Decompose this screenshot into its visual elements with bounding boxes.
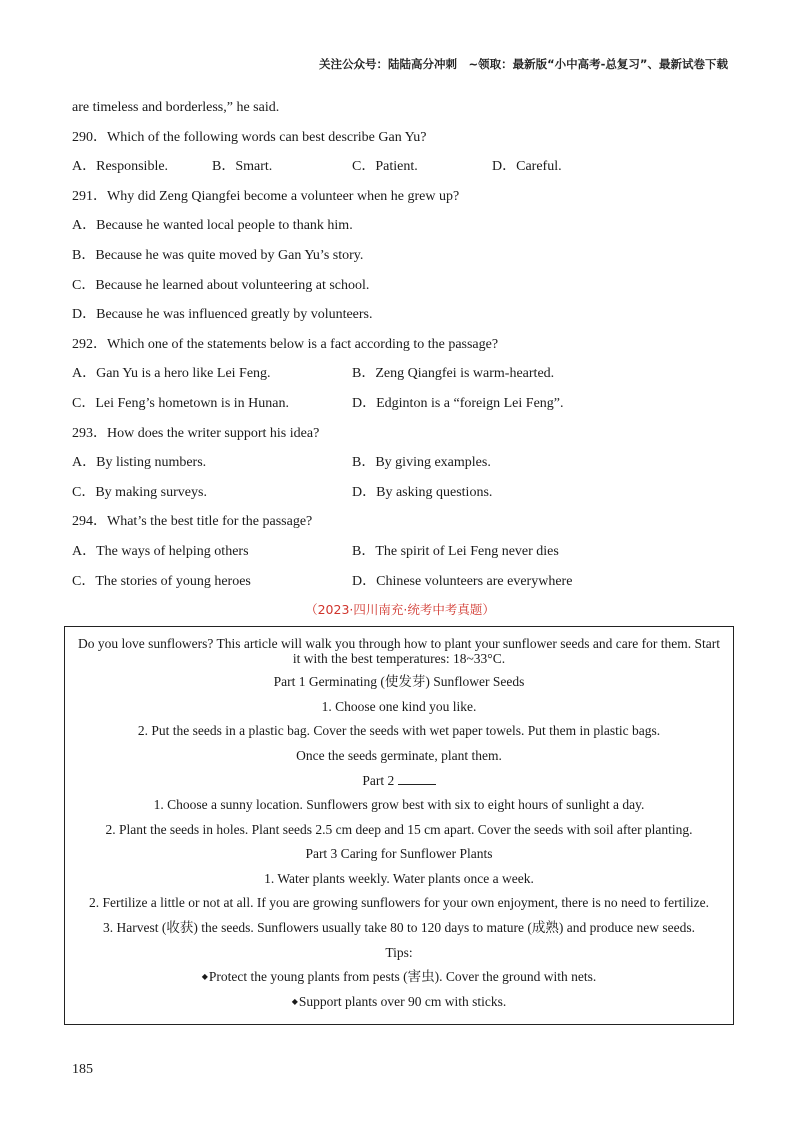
tip-text: Protect the young plants from pests (害虫). Cover the ground with nets.: [208, 969, 597, 985]
part3-step2: 2. Fertilize a little or not at all. If you are growing sunflowers for your own enjoyment, there is no need to fertilize.: [88, 895, 710, 911]
option-c: C．Patient.: [352, 159, 418, 175]
part2-title: Part 2: [362, 773, 395, 789]
tip-text: Support plants over 90 cm with sticks.: [298, 993, 507, 1009]
part1-step2: 2. Put the seeds in a plastic bag. Cover the seeds with wet paper towels. Put them in plastic bags.: [137, 723, 661, 739]
diamond-bullet-icon: ◆: [201, 972, 208, 982]
option-c: C．Because he learned about volunteering at school.: [72, 277, 370, 293]
tip-item: [65, 994, 733, 1019]
option-d: D．Edginton is a “foreign Lei Feng”.: [352, 395, 564, 411]
passage-intro: Do you love sunflowers? This article will walk you through how to plant your sunflower seeds and care for them. Start it with the best temperatures: 18~33°C.: [78, 636, 720, 666]
options-294-row1: [72, 542, 732, 572]
option-c: C．The stories of young heroes: [72, 573, 251, 589]
part1-step1: 1. Choose one kind you like.: [321, 698, 477, 714]
option-b: B．Zeng Qiangfei is warm-hearted.: [352, 366, 555, 382]
option-b: B．By giving examples.: [352, 455, 491, 471]
header-note: 关注公众号：陆陆高分冲刺 ~领取：最新版“小中高考-总复习”、最新试卷下载: [318, 57, 728, 71]
part2-step2: 2. Plant the seeds in holes. Plant seeds 2.5 cm deep and 15 cm apart. Cover the seeds with soil after planting.: [105, 821, 693, 837]
question-stem-293: 293．How does the writer support his idea?: [72, 425, 320, 441]
options-292-row2: [72, 394, 732, 424]
part3-step3: 3. Harvest (收获) the seeds. Sunflowers usually take 80 to 120 days to mature (成熟) and produce new seeds.: [103, 919, 695, 935]
option-d: D．Chinese volunteers are everywhere: [352, 573, 573, 589]
part2-step1: 1. Choose a sunny location. Sunflowers grow best with six to eight hours of sunlight a day.: [153, 796, 645, 812]
option-b: B．The spirit of Lei Feng never dies: [352, 543, 559, 559]
option-c: C．By making surveys.: [72, 484, 207, 500]
part2-title-row: [65, 772, 733, 797]
question-stem-290: 290．Which of the following words can best describe Gan Yu?: [72, 129, 427, 145]
options-290: [72, 157, 732, 187]
part1-note: Once the seeds germinate, plant them.: [296, 747, 502, 763]
part3-step1: 1. Water plants weekly. Water plants once a week.: [264, 870, 534, 886]
previous-passage-ending: are timeless and borderless,” he said.: [72, 100, 280, 115]
question-stem-292: 292．Which one of the statements below is a fact according to the passage?: [72, 336, 499, 352]
option-b: B．Smart.: [212, 159, 273, 175]
answer-blank: [398, 772, 436, 785]
options-294-row2: [72, 572, 732, 602]
page-number: 185: [72, 1062, 93, 1077]
question-stem-291: 291．Why did Zeng Qiangfei become a volunteer when he grew up?: [72, 188, 460, 204]
part3-title: Part 3 Caring for Sunflower Plants: [305, 846, 493, 862]
option-d: D．Because he was influenced greatly by volunteers.: [72, 307, 373, 323]
option-a: A．Gan Yu is a hero like Lei Feng.: [72, 366, 271, 382]
option-b: B．Because he was quite moved by Gan Yu’s story.: [72, 247, 364, 263]
option-a: A．The ways of helping others: [72, 543, 249, 559]
options-293-row1: [72, 453, 732, 483]
source-note: （2023·四川南充·统考中考真题）: [305, 602, 495, 617]
option-d: D．By asking questions.: [352, 484, 493, 500]
question-section: [72, 98, 732, 601]
passage-box: [64, 626, 734, 1025]
option-d: D．Careful.: [492, 159, 562, 175]
option-c: C．Lei Feng’s hometown is in Hunan.: [72, 395, 289, 411]
options-293-row2: [72, 483, 732, 513]
tips-title: Tips:: [385, 944, 413, 960]
diamond-bullet-icon: ◆: [291, 996, 298, 1006]
option-a: A．Because he wanted local people to thank him.: [72, 218, 353, 234]
question-stem-294: 294．What’s the best title for the passage?: [72, 514, 313, 530]
tip-item: [65, 969, 733, 994]
option-a: A．By listing numbers.: [72, 455, 207, 471]
options-292-row1: [72, 364, 732, 394]
option-a: A．Responsible.: [72, 159, 169, 175]
part1-title: Part 1 Germinating (使发芽) Sunflower Seeds: [273, 674, 525, 689]
